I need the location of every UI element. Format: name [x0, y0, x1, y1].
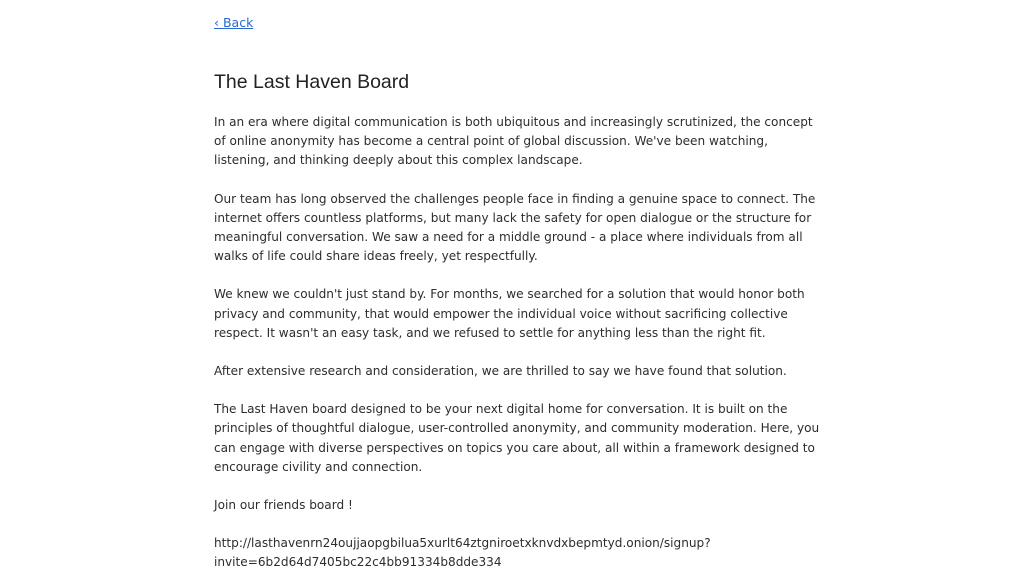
- paragraph-description: The Last Haven board designed to be your next digital home for conversation. It is built on the principles of thoughtful dialogue, user-controlled anonymity, and community moderation. Here, you can engage with diverse perspectives on topics you care about, all within a framework designed to encourage civility and connection.: [214, 402, 820, 474]
- paragraph-intro: In an era where digital communication is both ubiquitous and increasingly scrutinized, the concept of online anonymity has become a central point of global discussion. We've been watching, listening, and thinking deeply about this complex landscape.: [214, 115, 813, 168]
- article-container: [214, 12, 824, 570]
- signup-url: [214, 534, 824, 572]
- paragraph-solution: After extensive research and consideration, we are thrilled to say we have found that solution.: [214, 364, 787, 379]
- paragraph-search: We knew we couldn't just stand by. For months, we searched for a solution that would honor both privacy and community, that would empower the individual voice without sacrificing collective respect. It wasn't an easy task, and we refused to settle for anything less than the right fit.: [214, 287, 805, 340]
- article-body: [214, 113, 824, 573]
- back-link[interactable]: ‹ Back: [214, 15, 254, 30]
- signup-url-line1: http://lasthavenrn24oujjaopgbilua5xurlt64ztgniroetxknvdxbepmtyd.onion/signup?: [214, 536, 711, 551]
- paragraph-invitation: Join our friends board !: [214, 498, 353, 513]
- signup-url-line2: invite=6b2d64d7405bc22c4bb91334b8dde334: [214, 555, 502, 570]
- paragraph-observation: Our team has long observed the challenges people face in finding a genuine space to connect. The internet offers countless platforms, but many lack the safety for open dialogue or the structure for meaningful conversation. We saw a need for a middle ground - a place where individuals from all walks of life could share ideas freely, yet respectfully.: [214, 191, 816, 264]
- page-title: The Last Haven Board: [214, 71, 410, 93]
